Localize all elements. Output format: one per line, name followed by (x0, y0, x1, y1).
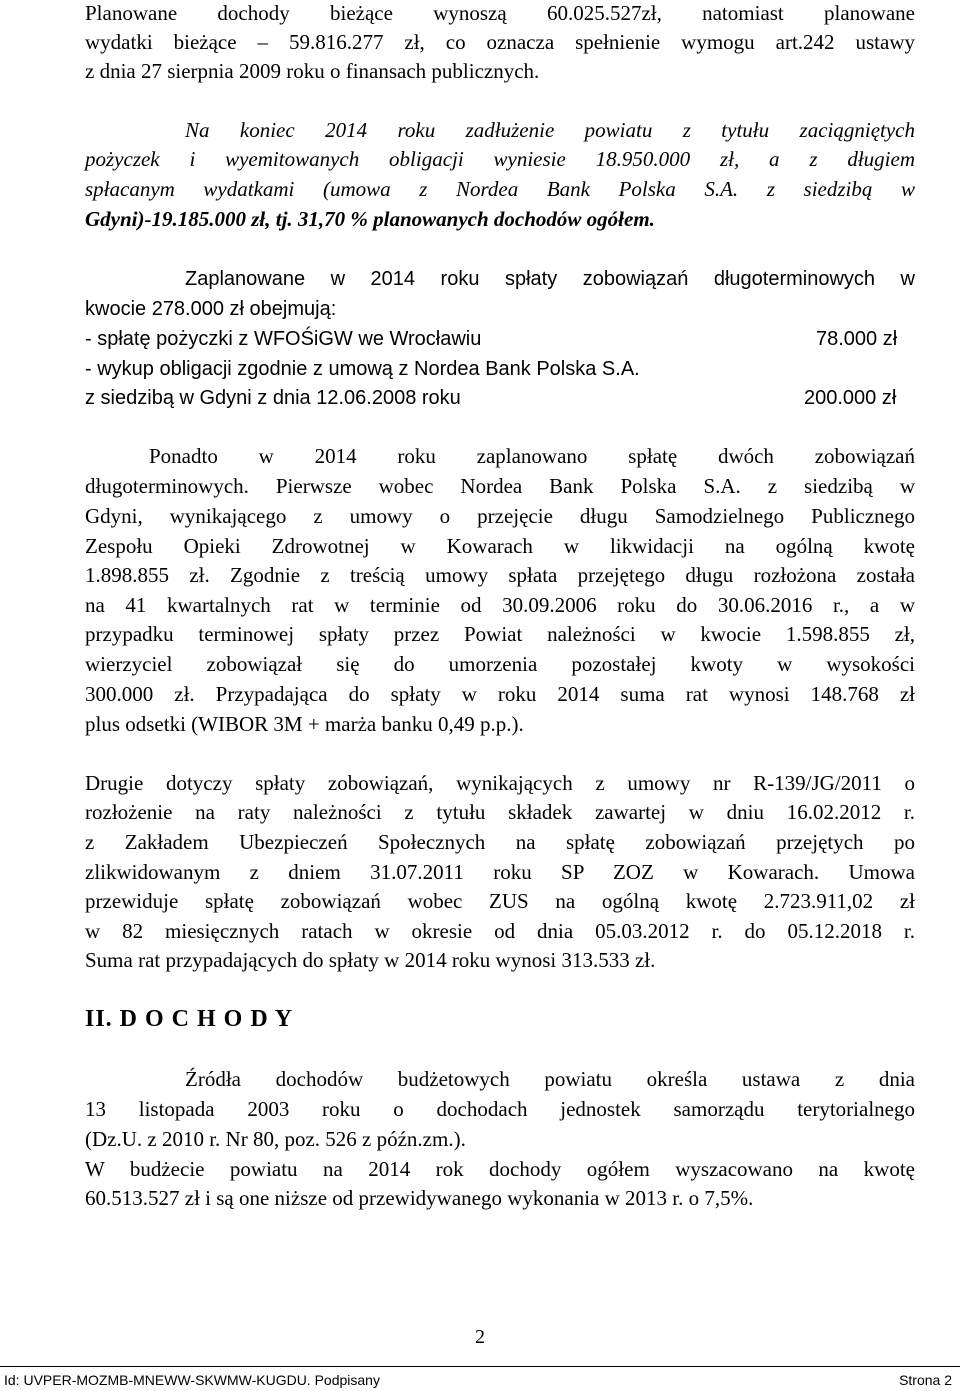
paragraph-6-line-5: 60.513.527 zł i są one niższe od przewidywanego wykonania w 2013 r. o 7,5%. (85, 1186, 754, 1210)
paragraph-5-line-5: przewiduje spłatę zobowiązań wobec ZUS na ogólną kwotę 2.723.911,02 zł (85, 889, 915, 913)
paragraph-5-line-2: rozłożenie na raty należności z tytułu składek zawartej w dniu 16.02.2012 r. (85, 800, 915, 824)
footer-document-id: Id: UVPER-MOZMB-MNEWW-SKWMW-KUGDU. Podpisany (4, 1372, 380, 1388)
paragraph-3-line-2: kwocie 278.000 zł obejmują: (85, 298, 337, 320)
paragraph-1-line-3: z dnia 27 sierpnia 2009 roku o finansach publicznych. (85, 59, 540, 83)
paragraph-2-line-3: spłacanym wydatkami (umowa z Nordea Bank Polska S.A. z siedzibą w (85, 177, 915, 201)
paragraph-6-line-4: W budżecie powiatu na 2014 rok dochody ogółem wyszacowano na kwotę (85, 1157, 915, 1181)
paragraph-4-line-6: na 41 kwartalnych rat w terminie od 30.09.2006 roku do 30.06.2016 r., a w (85, 593, 915, 617)
paragraph-4-line-1: Ponadto w 2014 roku zaplanowano spłatę dwóch zobowiązań (149, 444, 915, 468)
paragraph-6-line-1: Źródła dochodów budżetowych powiatu określa ustawa z dnia (185, 1067, 915, 1091)
paragraph-5-line-1: Drugie dotyczy spłaty zobowiązań, wynikających z umowy nr R-139/JG/2011 o (85, 771, 915, 795)
repayment-item-1-amount: 78.000 zł (816, 328, 898, 350)
repayment-item-2-label-line-1: - wykup obligacji zgodnie z umową z Nordea Bank Polska S.A. (85, 358, 640, 380)
footer-divider (0, 1366, 960, 1367)
paragraph-4-line-8: wierzyciel zobowiązał się do umorzenia pozostałej kwoty w wysokości (85, 652, 915, 676)
page-number: 2 (475, 1326, 485, 1348)
section-heading-dochody: II. D O C H O D Y (85, 1006, 294, 1032)
paragraph-4-line-4: Zespołu Opieki Zdrowotnej w Kowarach w likwidacji na ogólną kwotę (85, 534, 915, 558)
repayment-item-2-amount: 200.000 zł (804, 387, 897, 409)
paragraph-5-line-7: Suma rat przypadających do spłaty w 2014 roku wynosi 313.533 zł. (85, 948, 656, 972)
paragraph-2-line-2: pożyczek i wyemitowanych obligacji wyniesie 18.950.000 zł, a z długiem (85, 147, 915, 171)
paragraph-5-line-3: z Zakładem Ubezpieczeń Społecznych na spłatę zobowiązań przejętych po (85, 830, 915, 854)
paragraph-5-line-4: zlikwidowanym z dniem 31.07.2011 roku SP ZOZ w Kowarach. Umowa (85, 860, 915, 884)
paragraph-4-line-5: 1.898.855 zł. Zgodnie z treścią umowy spłata przejętego długu rozłożona została (85, 563, 915, 587)
repayment-item-2-label-line-2: z siedzibą w Gdyni z dnia 12.06.2008 roku (85, 387, 461, 409)
paragraph-4-line-3: Gdyni, wynikającego z umowy o przejęcie długu Samodzielnego Publicznego (85, 504, 915, 528)
paragraph-4-line-7: przypadku terminowej spłaty przez Powiat należności w kwocie 1.598.855 zł, (85, 622, 915, 646)
paragraph-4-line-10: plus odsetki (WIBOR 3M + marża banku 0,49 p.p.). (85, 712, 524, 736)
paragraph-2-line-1: Na koniec 2014 roku zadłużenie powiatu z tytułu zaciągniętych (185, 118, 915, 142)
paragraph-3-line-1: Zaplanowane w 2014 roku spłaty zobowiązań długoterminowych w (185, 268, 915, 290)
paragraph-6-line-3: (Dz.U. z 2010 r. Nr 80, poz. 526 z późn.zm.). (85, 1127, 466, 1151)
footer-page-label: Strona 2 (899, 1372, 952, 1388)
repayment-item-1-label: - spłatę pożyczki z WFOŚiGW we Wrocławiu (85, 328, 482, 350)
paragraph-1-line-1: Planowane dochody bieżące wynoszą 60.025.527zł, natomiast planowane (85, 1, 915, 25)
paragraph-2-line-4: Gdyni)-19.185.000 zł, tj. 31,70 % planowanych dochodów ogółem. (85, 207, 655, 231)
paragraph-4-line-2: długoterminowych. Pierwsze wobec Nordea Bank Polska S.A. z siedzibą w (85, 474, 915, 498)
paragraph-4-line-9: 300.000 zł. Przypadająca do spłaty w roku 2014 suma rat wynosi 148.768 zł (85, 682, 915, 706)
paragraph-6-line-2: 13 listopada 2003 roku o dochodach jednostek samorządu terytorialnego (85, 1097, 915, 1121)
paragraph-5-line-6: w 82 miesięcznych ratach w okresie od dnia 05.03.2012 r. do 05.12.2018 r. (85, 919, 915, 943)
paragraph-1-line-2: wydatki bieżące – 59.816.277 zł, co oznacza spełnienie wymogu art.242 ustawy (85, 30, 915, 54)
